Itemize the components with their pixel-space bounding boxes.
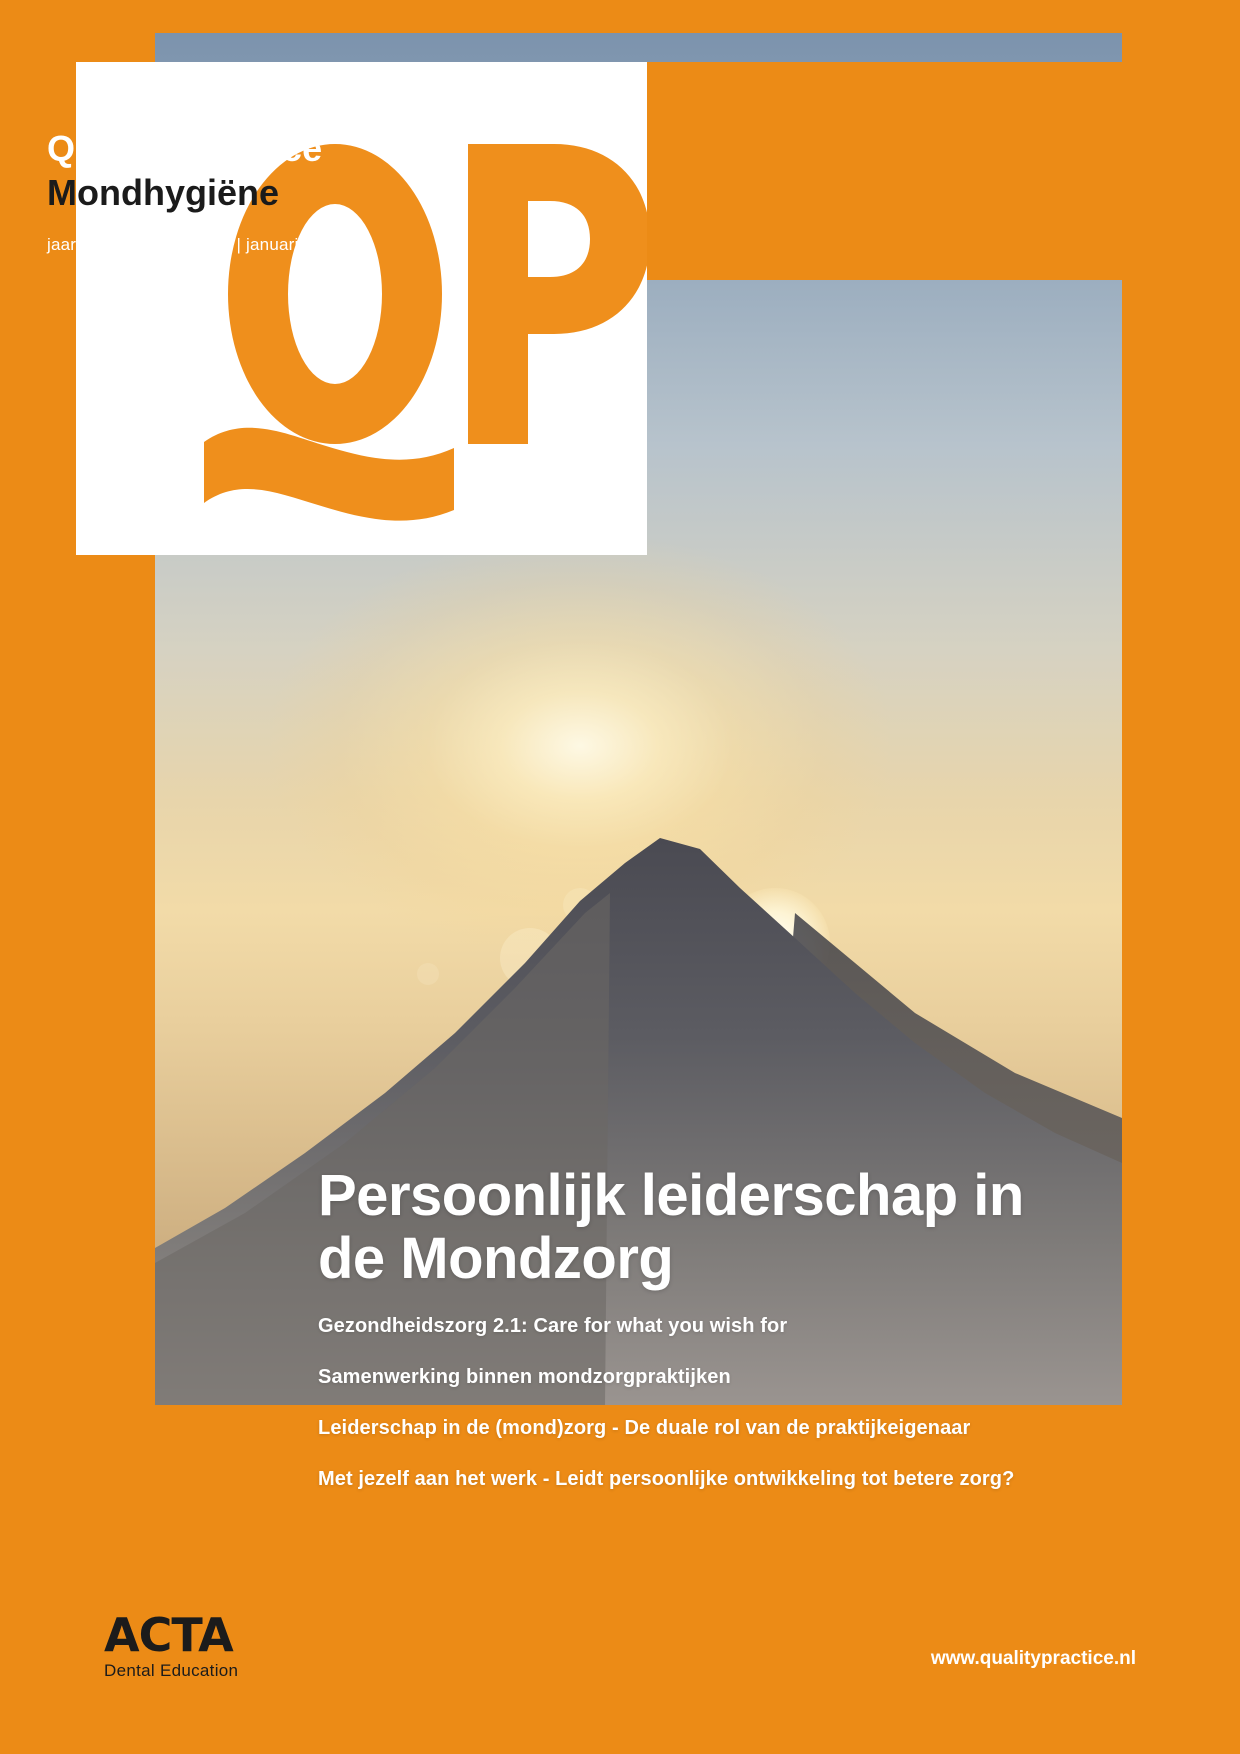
journal-subtitle: Mondhygiëne (47, 172, 279, 213)
acta-logo (104, 1608, 239, 1681)
list-item: Met jezelf aan het werk - Leidt persoonlijke ontwikkeling tot betere zorg? (318, 1468, 1015, 1490)
list-item: Leiderschap in de (mond)zorg - De duale rol van de praktijkeigenaar (318, 1417, 971, 1439)
website-url[interactable]: www.qualitypractice.nl (930, 1648, 1136, 1669)
acta-wordmark: ACTA (104, 1608, 233, 1662)
title-bar (647, 62, 1240, 280)
cover-headline: Persoonlijk leiderschap in de Mondzorg (318, 1163, 1024, 1291)
list-item: Gezondheidszorg 2.1: Care for what you wish for (318, 1315, 788, 1337)
cover-article-list (318, 1315, 1108, 1519)
journal-title: Quality Practice (47, 128, 323, 169)
issue-line: jaargang 16 | nummer 4 | januari 2026 (47, 235, 343, 254)
list-item: Samenwerking binnen mondzorgpraktijken (318, 1366, 731, 1388)
acta-tagline: Dental Education (104, 1661, 239, 1680)
